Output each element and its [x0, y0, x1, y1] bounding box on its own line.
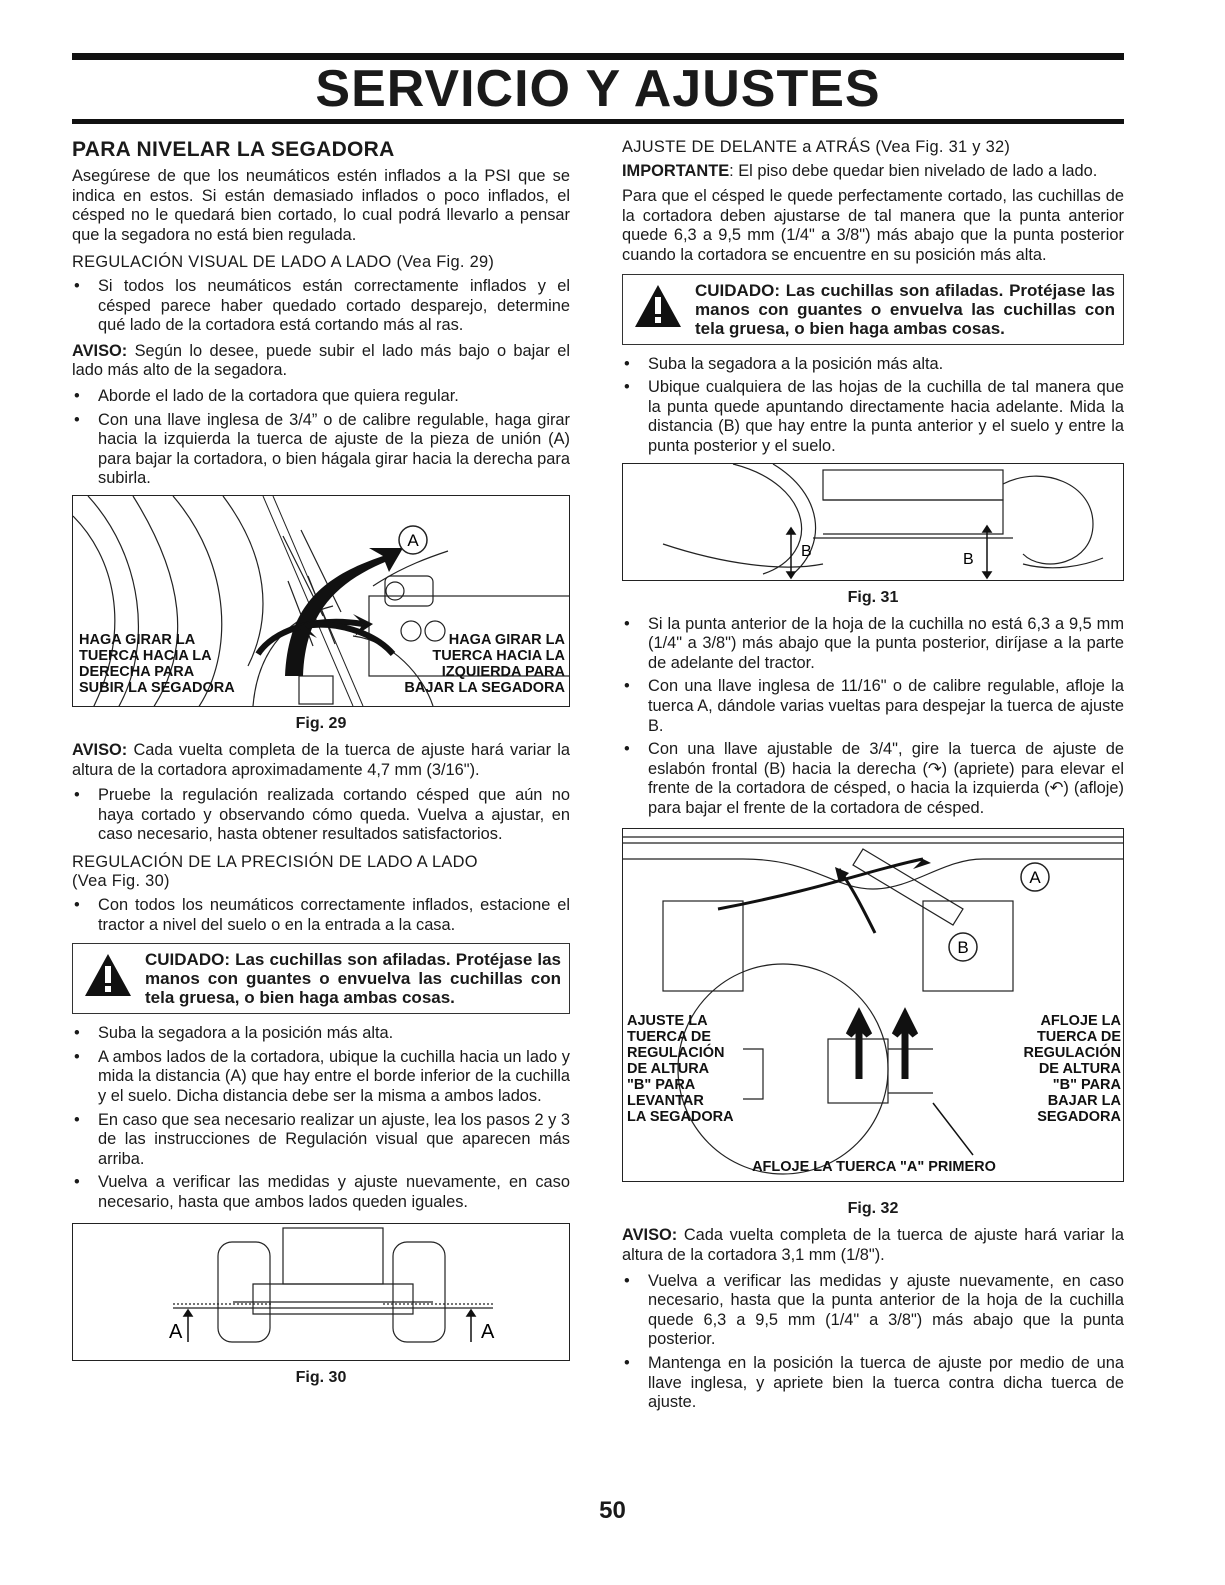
fig29-label-right: HAGA GIRAR LA TUERCA HACIA LA IZQUIERDA PARA BAJAR LA SEGADORA [404, 631, 565, 696]
bullet-dot: • [74, 896, 80, 915]
importante-paragraph [622, 162, 1124, 182]
bullet-text: Con todos los neumáticos correctamente inflados, estacione el tractor a nivel del suelo o en la entrada a la casa. [98, 896, 570, 934]
bullet-dot: • [74, 386, 80, 405]
bullet-item [622, 1272, 1124, 1350]
fig31-caption: Fig. 31 [847, 588, 899, 606]
bullet-item [72, 786, 570, 845]
bullet-dot: • [74, 410, 80, 429]
callout-b: B [957, 938, 969, 958]
bullet-dot: • [624, 1271, 630, 1290]
bullet-text: Si la punta anterior de la hoja de la cuchilla no está 6,3 a 9,5 mm (1/4" a 3/8") más abajo que la punta posterior, diríjase a la parte de adelante del tractor. [648, 614, 1124, 672]
bullet-text: Con una llave inglesa de 3/4” o de calibre regulable, haga girar hacia la izquierda la tuerca de ajuste de la pieza de unión (A) para bajar la cortadora, o bien hágala girar hacia la derecha para subirla. [98, 410, 570, 488]
bullet-dot: • [624, 677, 630, 696]
subheading-line: (Vea Fig. 30) [72, 872, 170, 891]
aviso-text: Según lo desee, puede subir el lado más bajo o bajar el lado más alto de la segadora. [72, 341, 570, 380]
bullet-list [72, 896, 570, 935]
bullet-text: Mantenga en la posición la tuerca de ajuste por medio de una llave inglesa, y apriete bien la tuerca contra dicha tuerca de ajuste. [648, 1354, 1124, 1412]
bullet-text: Suba la segadora a la posición más alta. [98, 1024, 394, 1043]
mark-b-right: B [963, 550, 974, 568]
bullet-dot: • [74, 1024, 80, 1043]
fig32-label-bottom: AFLOJE LA TUERCA "A" PRIMERO [752, 1159, 996, 1176]
bullet-list [622, 1272, 1124, 1413]
mower-deck-side-illustration [73, 1224, 570, 1361]
mark-a-left: A [169, 1320, 183, 1343]
bullet-list [72, 277, 570, 336]
callout-a: A [407, 530, 419, 550]
fig32-caption: Fig. 32 [847, 1200, 899, 1218]
bullet-item [622, 615, 1124, 674]
bullet-item [72, 1173, 570, 1212]
bullet-dot: • [624, 354, 630, 373]
bullet-item [622, 1354, 1124, 1413]
page-title: SERVICIO Y AJUSTES [315, 60, 881, 118]
caution-box [622, 274, 1124, 345]
bullet-dot: • [74, 1110, 80, 1129]
fig29-caption: Fig. 29 [295, 714, 347, 732]
aviso-paragraph [622, 1226, 1124, 1265]
warning-triangle-icon [633, 283, 683, 329]
aviso-text: Cada vuelta completa de la tuerca de ajuste hará variar la altura de la cortadora 3,1 mm (1/8"). [622, 1226, 1124, 1265]
figure-29 [72, 495, 570, 707]
bullet-dot: • [624, 740, 630, 759]
header-rule-bottom [72, 119, 1124, 124]
warning-triangle-icon [83, 952, 133, 998]
mark-a-right: A [481, 1320, 495, 1343]
aviso-label: AVISO: [72, 341, 128, 360]
bullet-item [72, 277, 570, 336]
bullet-item [72, 1024, 570, 1044]
bullet-text: Con una llave inglesa de 11/16" o de calibre regulable, afloje la tuerca A, dándole varias vueltas para despejar la tuerca de ajuste B. [648, 677, 1124, 735]
fig32-label-right: AFLOJE LA TUERCA DE REGULACIÓN DE ALTURA "B" PARA BAJAR LA SEGADORA [1023, 1013, 1121, 1126]
right-column [622, 138, 1124, 1419]
bullet-text: En caso que sea necesario realizar un ajuste, lea los pasos 2 y 3 de las instrucciones de Regulación visual que aparecen más arriba. [98, 1110, 570, 1168]
bullet-item [622, 378, 1124, 456]
caution-box [72, 943, 570, 1014]
section-heading: PARA NIVELAR LA SEGADORA [72, 138, 395, 161]
subheading-front-back: AJUSTE DE DELANTE a ATRÁS (Vea Fig. 31 y 32) [622, 138, 1011, 156]
bullet-item [622, 677, 1124, 736]
aviso-paragraph [72, 342, 570, 381]
subheading-line: REGULACIÓN DE LA PRECISIÓN DE LADO A LADO [72, 852, 478, 871]
bullet-dot: • [74, 1047, 80, 1066]
bullet-text: Ubique cualquiera de las hojas de la cuchilla de tal manera que la punta quede apuntando directamente hacia adelante. Mida la distancia (B) que hay entre la punta anterior y el suelo y entre la punta posterior y el suelo. [648, 378, 1124, 455]
bullet-list [622, 615, 1124, 819]
header-rule-top [72, 53, 1124, 60]
mark-b-left: B [801, 542, 812, 560]
bullet-list [72, 786, 570, 845]
bullet-dot: • [624, 378, 630, 397]
left-column [72, 138, 570, 1395]
bullet-item [72, 1111, 570, 1170]
bullet-list [72, 1024, 570, 1212]
bullet-text: Pruebe la regulación realizada cortando césped que aún no haya cortado y observando cómo queda. Vuelva a ajustar, en caso necesario, hasta obtener resultados satisfactorios. [98, 786, 570, 844]
bullet-text: Si todos los neumáticos están correctamente inflados y el césped parece haber quedado cortado desparejo, determine qué lado de la cortadora está cortando más al ras. [98, 276, 570, 335]
subheading-precision [72, 853, 570, 892]
fig29-label-left: HAGA GIRAR LA TUERCA HACIA LA DERECHA PARA SUBIR LA SEGADORA [79, 631, 235, 696]
bullet-text: Con una llave ajustable de 3/4", gire la tuerca de ajuste de eslabón frontal (B) hacia la derecha (↷) (apriete) para elevar el frente de la cortadora de césped, o hacia la izquierda (↶) (afloje) para bajar el frente de la cortadora de césped. [648, 740, 1124, 817]
caution-text: CUIDADO: Las cuchillas son afiladas. Protéjase las manos con guantes o envuelva las cuchillas con tela gruesa, o bien haga ambas cosas. [145, 950, 561, 1008]
bullet-text: Aborde el lado de la cortadora que quiera regular. [98, 386, 459, 405]
bullet-item [72, 1048, 570, 1107]
bullet-item [622, 355, 1124, 375]
bullet-list [622, 355, 1124, 457]
bullet-text: Suba la segadora a la posición más alta. [648, 354, 944, 373]
paragraph: Para que el césped le quede perfectamente cortado, las cuchillas de la cortadora deben ajustarse de tal manera que la punta anterior quede 6,3 a 9,5 mm (1/4" a 3/8") más abajo que la punta posterior cuando la cortadora se encuentre en su posición más alta. [622, 187, 1124, 264]
bullet-dot: • [624, 1354, 630, 1373]
blade-height-illustration [623, 464, 1124, 581]
bullet-item [72, 387, 570, 407]
figure-32 [622, 828, 1124, 1182]
aviso-label: AVISO: [622, 1226, 678, 1245]
caution-text: CUIDADO: Las cuchillas son afiladas. Protéjase las manos con guantes o envuelva las cuchillas con tela gruesa, o bien haga ambas cosas. [695, 280, 1115, 338]
bullet-list [72, 387, 570, 489]
fig32-label-left: AJUSTE LA TUERCA DE REGULACIÓN DE ALTURA "B" PARA LEVANTAR LA SEGADORA [627, 1013, 734, 1126]
aviso-label: AVISO: [72, 740, 128, 759]
importante-text: : El piso debe quedar bien nivelado de lado a lado. [729, 161, 1098, 180]
bullet-dot: • [74, 276, 80, 295]
bullet-text: Vuelva a verificar las medidas y ajuste nuevamente, en caso necesario, hasta que la punta anterior de la hoja de la cuchilla quede 6,3 a 9,5 mm (1/4" a 3/8") más abajo que la punta posterior. [648, 1271, 1124, 1349]
adjustment-nut-illustration [623, 829, 1124, 1182]
figure-30 [72, 1223, 570, 1361]
bullet-item [622, 740, 1124, 818]
page-number: 50 [599, 1497, 626, 1524]
bullet-item [72, 896, 570, 935]
aviso-text: Cada vuelta completa de la tuerca de ajuste hará variar la altura de la cortadora aproximadamente 4,7 mm (3/16"). [72, 740, 570, 779]
aviso-paragraph [72, 741, 570, 780]
bullet-text: Vuelva a verificar las medidas y ajuste nuevamente, en caso necesario, hasta que ambos lados queden iguales. [98, 1173, 570, 1211]
fig30-caption: Fig. 30 [295, 1368, 347, 1386]
subheading-visual: REGULACIÓN VISUAL DE LADO A LADO (Vea Fig. 29) [72, 253, 495, 272]
bullet-text: A ambos lados de la cortadora, ubique la cuchilla hacia un lado y mida la distancia (A) que hay entre el borde inferior de la cuchilla y el suelo. Dicha distancia debe ser la misma a ambos lados. [98, 1047, 570, 1106]
bullet-dot: • [74, 786, 80, 805]
callout-a: A [1029, 868, 1041, 888]
bullet-item [72, 411, 570, 489]
figure-31 [622, 463, 1124, 581]
bullet-dot: • [624, 614, 630, 633]
bullet-dot: • [74, 1173, 80, 1192]
importante-label: IMPORTANTE [622, 161, 730, 180]
intro-paragraph: Asegúrese de que los neumáticos estén inflados a la PSI que se indica en estos. Si están demasiado inflados o poco inflados, el césped no le quedará bien cortado, lo cual podrá llevarlo a pensar que la segadora no está bien regulada. [72, 167, 570, 244]
